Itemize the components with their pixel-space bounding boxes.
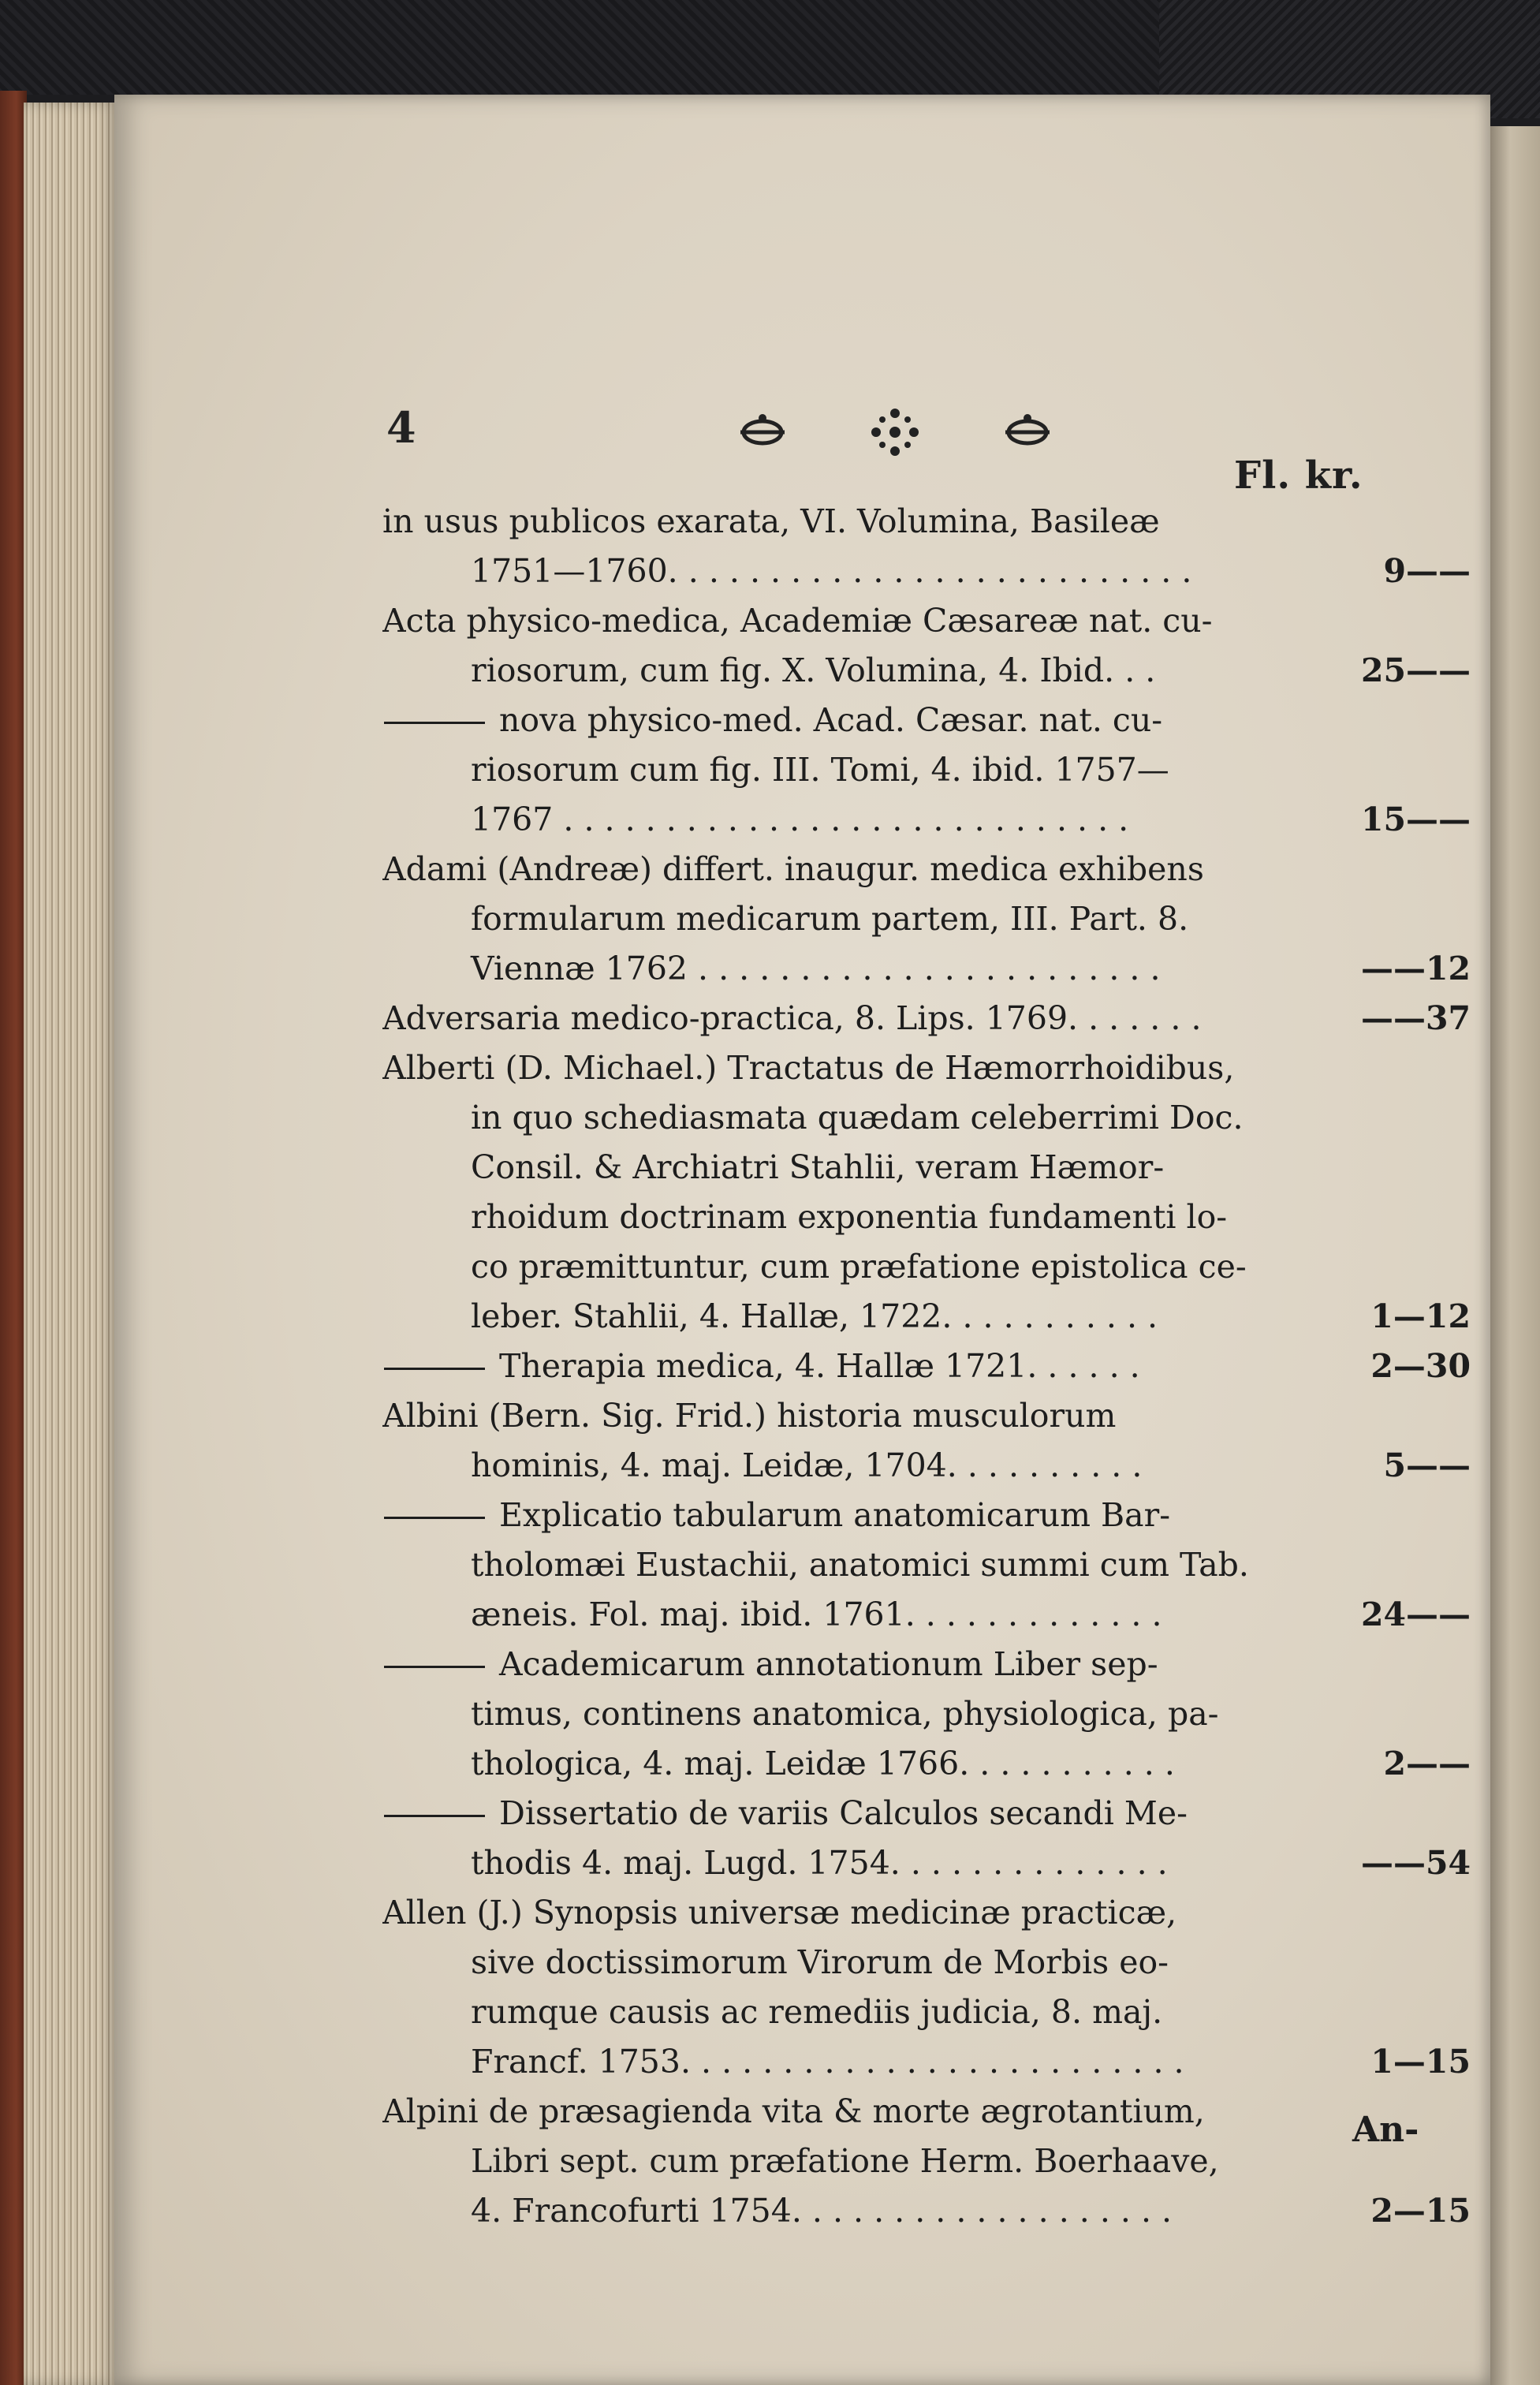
entry-price: 1—12: [1370, 1297, 1471, 1335]
entry-line-text: Alberti (D. Michael.) Tractatus de Hæmorrhoidibus,: [382, 1049, 1235, 1087]
entry-line: [382, 1491, 1322, 1540]
entry-text: [382, 596, 1322, 696]
entry-price: 2—30: [1370, 1347, 1471, 1385]
entry-line: [382, 1043, 1322, 1093]
catalog-entry: [382, 1789, 1471, 1888]
entry-line: [382, 1540, 1322, 1590]
page-edges: [24, 103, 118, 2385]
entry-line-text: Academicarum annotationum Liber sep-: [499, 1645, 1158, 1683]
entry-line: [382, 2137, 1322, 2186]
catchword: An-: [1352, 2110, 1419, 2150]
entry-price: 9——: [1383, 552, 1471, 590]
entry-line-text: Explicatio tabularum anatomicarum Bar-: [499, 1496, 1171, 1534]
catalog-entry: [382, 845, 1471, 994]
entry-line: [382, 845, 1322, 894]
ornament-icon: [698, 402, 1171, 465]
catalog-entry: [382, 497, 1471, 596]
entry-line: [382, 1739, 1322, 1789]
next-page-edge: [1490, 126, 1540, 2385]
header-ornaments: [698, 402, 1171, 465]
entry-line: [382, 745, 1322, 795]
entry-line: [382, 2037, 1322, 2087]
ditto-dash: [384, 1368, 485, 1370]
entry-line-text: Adversaria medico-practica, 8. Lips. 1769. . . . . . .: [382, 999, 1202, 1037]
entry-line-text: Libri sept. cum præfatione Herm. Boerhaave,: [471, 2142, 1219, 2180]
page-number: 4: [386, 402, 416, 453]
entry-line-text: riosorum cum fig. III. Tomi, 4. ibid. 1757—: [471, 751, 1169, 789]
entry-price: 15——: [1360, 801, 1471, 838]
entry-line-text: 1767 . . . . . . . . . . . . . . . . . . . . . . . . . . . .: [471, 801, 1129, 838]
entry-text: [382, 497, 1322, 596]
book-page: [114, 95, 1490, 2385]
entry-line-text: leber. Stahlii, 4. Hallæ, 1722. . . . . . . . . . .: [471, 1297, 1158, 1335]
entry-text: [382, 1391, 1322, 1491]
entry-line: [382, 1590, 1322, 1640]
entry-line: [382, 1988, 1322, 2037]
catalog-entry: [382, 696, 1471, 845]
entry-line: [382, 2087, 1322, 2137]
entry-price: 5——: [1383, 1446, 1471, 1484]
catalog-entry: [382, 994, 1471, 1043]
entry-price: ——12: [1360, 950, 1471, 987]
entry-line-text: Dissertatio de variis Calculos secandi Me-: [499, 1794, 1188, 1832]
entry-line: [382, 497, 1322, 547]
entry-line-text: thodis 4. maj. Lugd. 1754. . . . . . . . . . . . . .: [471, 1844, 1168, 1882]
entry-line-text: riosorum, cum fig. X. Volumina, 4. Ibid. . .: [471, 651, 1156, 689]
entry-line-text: nova physico-med. Acad. Cæsar. nat. cu-: [499, 701, 1163, 739]
ditto-dash: [384, 1666, 485, 1668]
entry-text: [382, 1789, 1322, 1888]
entry-price: ——37: [1360, 999, 1471, 1037]
entry-text: [382, 2087, 1322, 2236]
entry-line-text: timus, continens anatomica, physiologica, pa-: [471, 1695, 1219, 1733]
currency-header: Fl. kr.: [1234, 453, 1363, 498]
entry-line: [382, 646, 1322, 696]
entry-line-text: thologica, 4. maj. Leidæ 1766. . . . . . . . . . .: [471, 1745, 1175, 1782]
catalog-entry: [382, 1391, 1471, 1491]
entry-line-text: rumque causis ac remediis judicia, 8. maj.: [471, 1993, 1163, 2031]
catalog-entries: [382, 497, 1471, 2236]
entry-line: [382, 1192, 1322, 1242]
entry-line-text: in quo schediasmata quædam celeberrimi Doc.: [471, 1099, 1244, 1137]
entry-price: 24——: [1360, 1596, 1471, 1633]
entry-line: [382, 1888, 1322, 1938]
entry-line: [382, 1093, 1322, 1143]
entry-line-text: tholomæi Eustachii, anatomici summi cum Tab.: [471, 1546, 1249, 1584]
entry-line: [382, 944, 1322, 994]
ditto-dash: [384, 1815, 485, 1817]
catalog-entry: [382, 1342, 1471, 1391]
entry-text: [382, 1043, 1322, 1342]
entry-line: [382, 1342, 1322, 1391]
entry-line-text: Francf. 1753. . . . . . . . . . . . . . . . . . . . . . . . .: [471, 2043, 1184, 2081]
entry-line: [382, 795, 1322, 845]
entry-text: [382, 845, 1322, 994]
entry-price: 2—15: [1370, 2192, 1471, 2230]
entry-line: [382, 1242, 1322, 1292]
entry-line: [382, 1838, 1322, 1888]
entry-price: 25——: [1360, 651, 1471, 689]
entry-line: [382, 596, 1322, 646]
entry-line-text: Alpini de præsagienda vita & morte ægrotantium,: [382, 2092, 1205, 2130]
ditto-dash: [384, 722, 485, 724]
ditto-dash: [384, 1517, 485, 1519]
entry-line: [382, 1292, 1322, 1342]
catalog-entry: [382, 2087, 1471, 2236]
entry-text: [382, 1888, 1322, 2087]
entry-line-text: rhoidum doctrinam exponentia fundamenti lo-: [471, 1198, 1228, 1236]
entry-line-text: 1751—1760. . . . . . . . . . . . . . . . . . . . . . . . . .: [471, 552, 1192, 590]
entry-line-text: formularum medicarum partem, III. Part. 8.: [471, 900, 1189, 938]
entry-price: ——54: [1360, 1844, 1471, 1882]
entry-line-text: æneis. Fol. maj. ibid. 1761. . . . . . . . . . . . .: [471, 1596, 1162, 1633]
entry-text: [382, 1491, 1322, 1640]
entry-line: [382, 894, 1322, 944]
entry-line-text: Consil. & Archiatri Stahlii, veram Hæmor-: [471, 1148, 1165, 1186]
entry-price: 1—15: [1370, 2043, 1471, 2081]
entry-line: [382, 547, 1322, 596]
entry-line: [382, 696, 1322, 745]
entry-line-text: sive doctissimorum Virorum de Morbis eo-: [471, 1943, 1169, 1981]
entry-line-text: in usus publicos exarata, VI. Volumina, Basileæ: [382, 502, 1160, 540]
entry-text: [382, 1640, 1322, 1789]
entry-line: [382, 1938, 1322, 1988]
entry-line: [382, 1391, 1322, 1441]
book-cover-edge: [0, 91, 27, 2385]
catalog-entry: [382, 1640, 1471, 1789]
entry-line-text: Viennæ 1762 . . . . . . . . . . . . . . . . . . . . . . .: [471, 950, 1161, 987]
entry-line: [382, 994, 1322, 1043]
entry-text: [382, 994, 1322, 1043]
entry-line-text: hominis, 4. maj. Leidæ, 1704. . . . . . . . . .: [471, 1446, 1143, 1484]
entry-line-text: Acta physico-medica, Academiæ Cæsareæ nat. cu-: [382, 602, 1213, 640]
entry-line: [382, 1689, 1322, 1739]
entry-line-text: Albini (Bern. Sig. Frid.) historia musculorum: [382, 1397, 1117, 1435]
entry-line-text: 4. Francofurti 1754. . . . . . . . . . . . . . . . . . .: [471, 2192, 1173, 2230]
entry-line: [382, 1640, 1322, 1689]
entry-line: [382, 1789, 1322, 1838]
entry-text: [382, 1342, 1322, 1391]
entry-line-text: Therapia medica, 4. Hallæ 1721. . . . . .: [499, 1347, 1140, 1385]
entry-price: 2——: [1383, 1745, 1471, 1782]
entry-text: [382, 696, 1322, 845]
catalog-entry: [382, 1888, 1471, 2087]
catalog-entry: [382, 1043, 1471, 1342]
catalog-entry: [382, 1491, 1471, 1640]
entry-line-text: Adami (Andreæ) differt. inaugur. medica exhibens: [382, 850, 1204, 888]
entry-line: [382, 1441, 1322, 1491]
entry-line: [382, 2186, 1322, 2236]
entry-line-text: Allen (J.) Synopsis universæ medicinæ practicæ,: [382, 1894, 1177, 1932]
catalog-entry: [382, 596, 1471, 696]
entry-line-text: co præmittuntur, cum præfatione epistolica ce-: [471, 1248, 1247, 1286]
entry-line: [382, 1143, 1322, 1192]
